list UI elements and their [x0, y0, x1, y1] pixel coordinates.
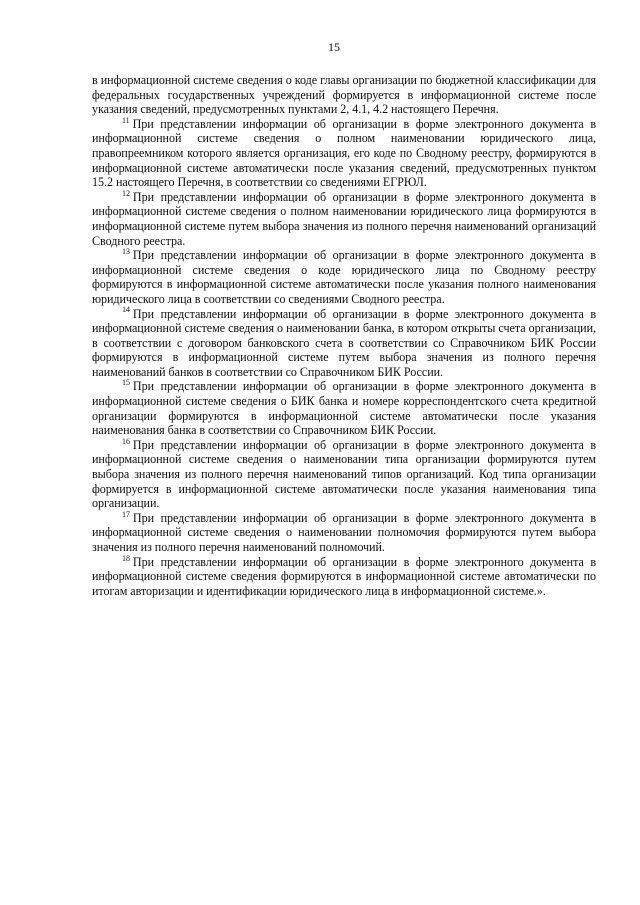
- footnote-paragraph-15: [92, 379, 596, 437]
- paragraph-text: При представлении информации об организации в форме электронного документа в информационной системе сведения формируются в информационной системе автоматически по итогам авторизации и идентификации юридического лица в информационной системе.».: [92, 554, 596, 598]
- paragraph-text: При представлении информации об организации в форме электронного документа в информационной системе сведения о наименовании полномочия формируются путем выбора значения из полного перечня наименований полномочий.: [92, 510, 596, 554]
- paragraph-text: При представлении информации об организации в форме электронного документа в информационной системе сведения о полном наименовании юридического лица, правопреемником которого является организация, его коде по Сводному реестру, формируются в информационной системе автоматически после указания сведений, предусмотренных пунктом 15.2 настоящего Перечня, в соответствии со сведениями ЕГРЮЛ.: [92, 116, 596, 190]
- paragraph-text: При представлении информации об организации в форме электронного документа в информационной системе сведения о БИК банка и номере корреспондентского счета кредитной организации формируются в информационной системе автоматически после указания наименования банка в соответствии со Справочником БИК России.: [92, 379, 596, 438]
- paragraph-text: При представлении информации об организации в форме электронного документа в информационной системе сведения о наименовании типа организации формируются путем выбора значения из полного перечня наименований типов организаций. Код типа организации формируется в информационной системе автоматически после указания наименования типа организации.: [92, 437, 596, 511]
- footnote-marker: 14: [122, 305, 130, 315]
- paragraph-text: в информационной системе сведения о коде главы организации по бюджетной классификации для федеральных государственных учреждений формируется в информационной системе после указания сведений, предусмотренных пунктами 2, 4.1, 4.2 настоящего Перечня.: [92, 73, 596, 117]
- footnote-marker: 16: [122, 436, 130, 446]
- paragraph-text: При представлении информации об организации в форме электронного документа в информационной системе сведения о полном наименовании юридического лица формируются в информационной системе путем выбора значения из полного перечня наименований организаций Сводного реестра.: [92, 189, 596, 248]
- footnote-marker: 11: [122, 115, 130, 125]
- footnote-paragraph-12: [92, 190, 596, 248]
- paragraph-text: При представлении информации об организации в форме электронного документа в информационной системе сведения о наименовании банка, в котором открыты счета организации, в соответствии с договором банковского счета в соответствии со Справочником БИК России формируются в информационной системе путем выбора значения из полного перечня наименований банков в соответствии со Справочником БИК России.: [92, 306, 596, 379]
- footnote-paragraph-18: [92, 555, 596, 599]
- footnote-marker: 17: [122, 509, 130, 519]
- footnote-paragraph-11: [92, 117, 596, 190]
- footnote-paragraph-13: [92, 248, 596, 306]
- footnote-paragraph-14: [92, 307, 596, 380]
- footnote-marker: 13: [122, 247, 130, 257]
- footnote-paragraph-17: [92, 511, 596, 555]
- footnote-paragraph-16: [92, 438, 596, 511]
- page-number: 15: [328, 40, 340, 54]
- footnote-marker: 18: [122, 553, 130, 563]
- paragraph-text: При представлении информации об организации в форме электронного документа в информационной системе сведения о коде юридического лица по Сводному реестру формируются в информационной системе автоматически после указания полного наименования юридического лица в соответствии со сведениями Сводного реестра.: [92, 248, 596, 306]
- paragraph-continuation: [92, 73, 596, 117]
- footnote-marker: 15: [122, 378, 130, 388]
- footnote-marker: 12: [122, 188, 130, 198]
